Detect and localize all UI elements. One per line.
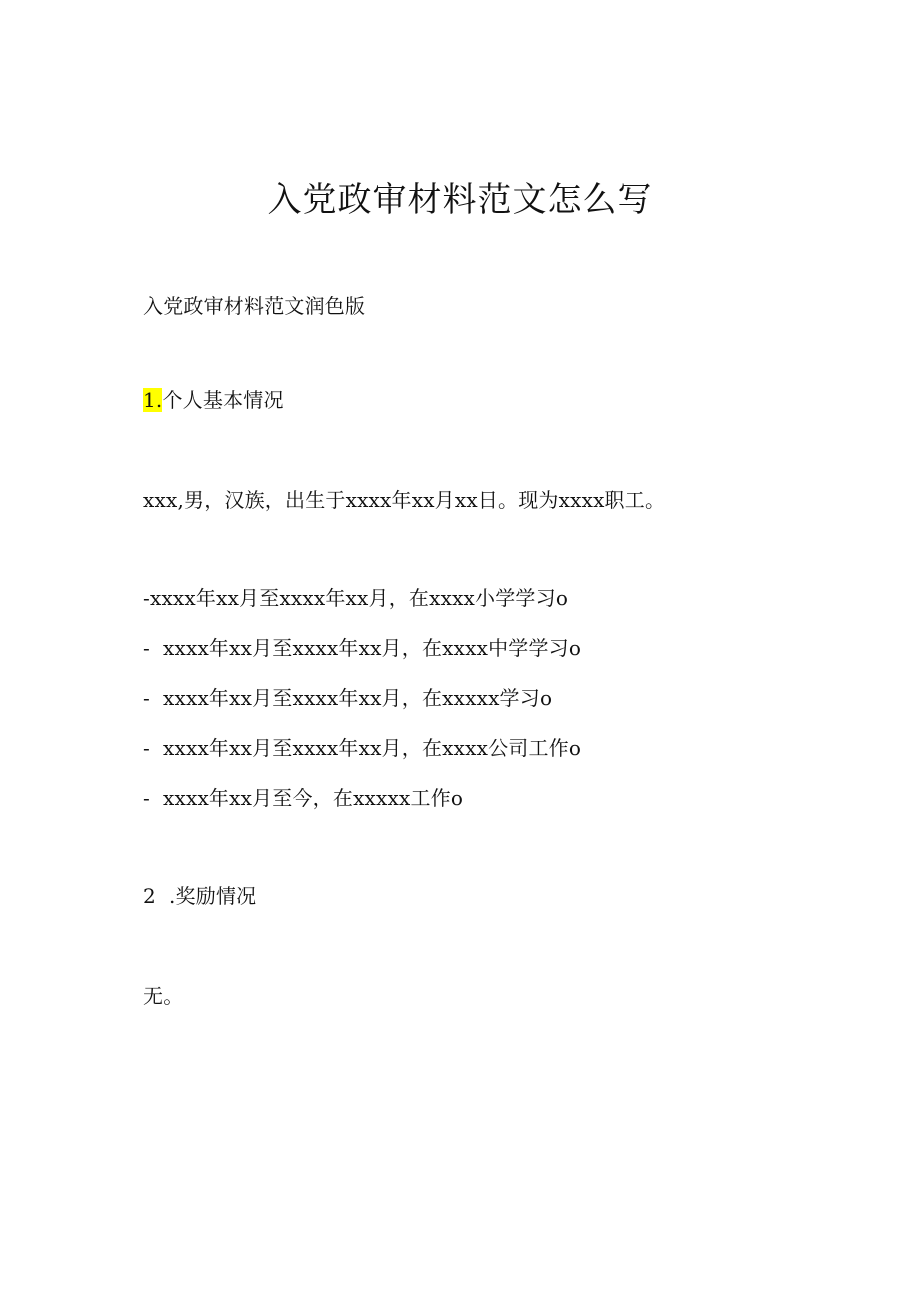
awards-paragraph: 无。 xyxy=(143,984,184,1008)
history-item xyxy=(143,634,581,662)
history-dash: - xyxy=(143,686,150,710)
history-text: xxxx年xx月至xxxx年xx月，在xxxxx学习o xyxy=(163,686,553,710)
history-text: xxxx年xx月至xxxx年xx月，在xxxx小学学习o xyxy=(149,586,569,610)
history-item xyxy=(143,734,581,762)
history-dash: - xyxy=(143,586,150,610)
document-subtitle: 入党政审材料范文润色版 xyxy=(143,294,366,318)
history-text: xxxx年xx月至xxxx年xx月，在xxxx公司工作o xyxy=(163,736,582,760)
history-text: xxxx年xx月至今，在xxxxx工作o xyxy=(163,786,464,810)
history-text: xxxx年xx月至xxxx年xx月，在xxxx中学学习o xyxy=(163,636,582,660)
section-1-number: 1. xyxy=(143,388,163,412)
history-dash: - xyxy=(143,786,150,810)
history-item xyxy=(143,584,568,612)
history-item xyxy=(143,684,552,712)
history-dash: - xyxy=(143,736,150,760)
section-2-title: .奖励情况 xyxy=(169,884,257,908)
section-2-heading xyxy=(143,882,256,910)
section-1-heading xyxy=(143,386,284,414)
section-2-number: 2 xyxy=(143,884,156,908)
section-1-title: 个人基本情况 xyxy=(162,388,284,412)
intro-paragraph: xxx,男，汉族，出生于xxxx年xx月xx日。现为xxxx职工。 xyxy=(143,488,666,512)
history-item xyxy=(143,784,463,812)
history-dash: - xyxy=(143,636,150,660)
document-title: 入党政审材料范文怎么写 xyxy=(267,180,653,220)
